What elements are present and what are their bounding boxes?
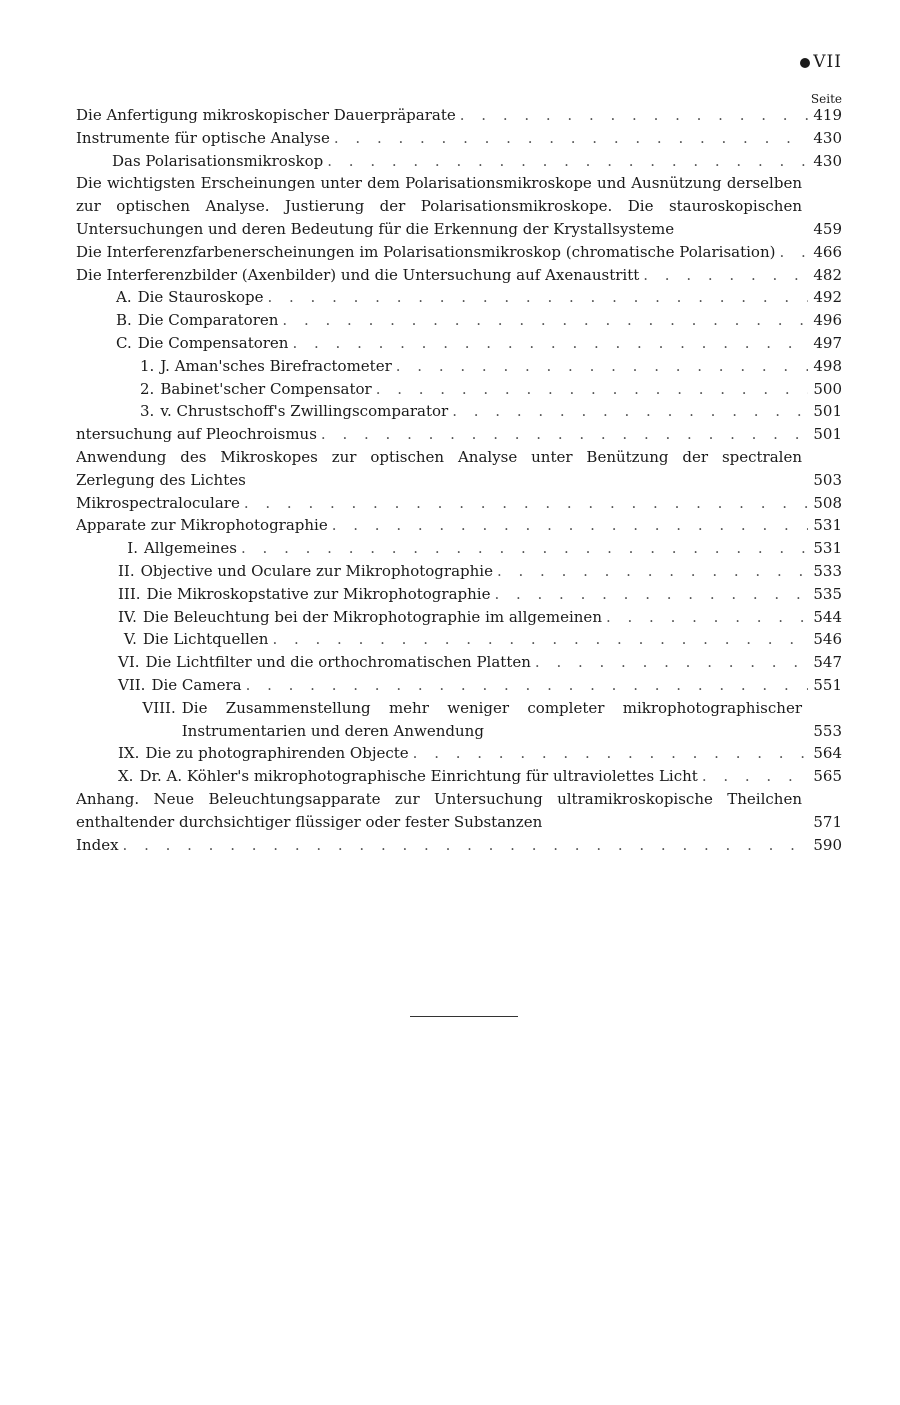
toc-entry-page: 503 [813,470,842,489]
toc-entry-page: 430 [813,151,842,170]
toc-entry [76,765,842,788]
toc-entry-page: 492 [813,288,842,307]
toc-entry [76,286,842,309]
toc-entry-title: Babinet'scher Compensator [160,379,372,398]
dot-leader [282,309,808,332]
dot-leader [494,583,808,606]
toc-entry-number: C. [116,333,132,352]
toc-entry-number: B. [116,311,132,330]
toc-entry [76,492,842,515]
toc-entry-title: Die Lichtfilter und die orthochromatischen Platten [145,653,531,672]
toc-entry-page: 501 [813,425,842,444]
toc-entry-page: 571 [813,812,842,831]
toc-entry [76,241,842,264]
toc-entry-number: I. [127,539,138,558]
toc-entry [76,446,842,492]
toc-entry-number: 3. [140,402,155,421]
toc-entry-page: 565 [813,767,842,786]
dot-leader [272,628,808,651]
horizontal-rule [410,1016,518,1017]
toc-entry-page: 466 [813,242,842,261]
toc-entry-title: Die Mikroskopstative zur Mikrophotographie [146,584,491,603]
toc-entry-title: Anhang. Neue Beleuchtungsapparate zur Untersuchung ultramikroskopische Theilchen enthaltender durchsichtiger flüssiger oder fester Substanzen [76,789,802,831]
toc-entry [76,834,842,857]
toc-entry-number: 2. [140,379,155,398]
toc-entry-title: ntersuchung auf Pleochroismus [76,425,317,444]
dot-leader [244,492,808,515]
toc-entry-number: II. [118,561,135,580]
dot-leader [779,241,808,264]
dot-leader [376,378,808,401]
toc-entry-page: 553 [813,721,842,740]
toc-entry-title: Die Camera [151,675,242,694]
toc-entry-page: 508 [813,493,842,512]
toc-entry-page: 501 [813,402,842,421]
dot-leader [246,674,808,697]
toc-entry-title: Anwendung des Mikroskopes zur optischen Analyse unter Benützung der spectralen Zerlegung des Lichtes [76,447,802,489]
toc-entry [76,514,842,537]
toc-entry-page: 498 [813,356,842,375]
toc-entry-title: Die Comparatoren [137,311,279,330]
toc-entry-page: 497 [813,333,842,352]
dot-leader [452,400,808,423]
toc-entry [76,537,842,560]
toc-entry-number: VII. [118,675,146,694]
page-number [800,52,842,72]
dot-leader [702,765,808,788]
toc-entry-title: Die Lichtquellen [142,630,269,649]
dot-leader [396,355,808,378]
toc-entry [76,150,842,173]
toc-entry [76,127,842,150]
toc-entry-title: Die Compensatoren [137,333,289,352]
toc-entry-number: 1. [140,356,155,375]
toc-entry-title: Die zu photographirenden Objecte [145,744,409,763]
ink-dot [800,58,810,68]
toc-entry-page: 482 [813,265,842,284]
toc-entry-page: 459 [813,219,842,238]
toc-entry-page: 533 [813,561,842,580]
toc-entry [76,104,842,127]
toc-entry-title: Dr. A. Köhler's mikrophotographische Einrichtung für ultraviolettes Licht [139,767,698,786]
page-number-text: VII [813,52,842,72]
toc-entry-number: IV. [118,607,137,626]
toc-entry [76,674,842,697]
toc-entry-page: 531 [813,539,842,558]
toc-entry [76,309,842,332]
toc-entry-number: VIII. [142,698,176,717]
dot-leader [123,834,808,857]
toc-entry [76,332,842,355]
toc-entry-title: Die Anfertigung mikroskopischer Dauerpräparate [76,106,456,124]
toc-entry-page: 535 [813,584,842,603]
toc-entry-title: Die Zusammenstellung mehr weniger completer mikrophotographischer Instrumentarien und deren Anwendung [181,698,802,740]
toc-entry-title: Die Interferenzfarbenerscheinungen im Polarisationsmikroskop (chromatische Polarisation) [76,242,776,261]
toc-entry [76,423,842,446]
toc-entry-title: J. Aman'sches Birefractometer [160,356,392,375]
dot-leader [327,150,808,173]
toc-entry-number: IX. [118,744,140,763]
dot-leader [267,286,808,309]
toc-entry-page: 430 [813,128,842,147]
toc-entry-page: 547 [813,653,842,672]
toc-entry [76,628,842,651]
dot-leader [460,104,808,127]
toc-entry-page: 590 [813,835,842,854]
toc-entry-title: Index [76,835,119,854]
toc-entry-page: 546 [813,630,842,649]
toc-entry-page: 419 [813,106,842,124]
toc-entry [76,400,842,423]
toc-entry-title: Die Beleuchtung bei der Mikrophotographie im allgemeinen [142,607,602,626]
dot-leader [334,127,808,150]
dot-leader [332,514,808,537]
toc-entry [76,355,842,378]
dot-leader [292,332,808,355]
toc-entry-title: Apparate zur Mikrophotographie [76,516,328,535]
toc-entry-page: 531 [813,516,842,535]
toc-entry-title: v. Chrustschoff's Zwillingscomparator [160,402,449,421]
dot-leader [241,537,808,560]
toc-entry-page: 544 [813,607,842,626]
toc-entry-title: Das Polarisationsmikroskop [112,151,324,170]
toc-entry-title: Die Interferenzbilder (Axenbilder) und die Untersuchung auf Axenaustritt [76,265,640,284]
dot-leader [497,560,808,583]
dot-leader [606,606,808,629]
dot-leader [643,264,808,287]
toc-entry-number: VI. [118,653,140,672]
toc-entry [76,583,842,606]
toc-entry [76,378,842,401]
toc-entry [76,264,842,287]
toc-entry [76,788,842,834]
toc-entry [76,172,842,240]
toc-entry-number: X. [118,767,134,786]
toc-entry-page: 564 [813,744,842,763]
toc-entry-title: Die wichtigsten Erscheinungen unter dem Polarisationsmikroskope und Ausnützung derselben zur optischen Analyse. Justierung der Polarisationsmikroskope. Die stauroskopischen Untersuchungen und deren Bedeutung für die Erkennung der Krystallsysteme [76,174,802,238]
toc-entry [76,651,842,674]
toc-entry [76,742,842,765]
toc-entry-title: Allgemeines [143,539,238,558]
toc-entry-page: 496 [813,311,842,330]
toc-entry-number: V. [123,630,137,649]
toc-entry-title: Instrumente für optische Analyse [76,128,330,147]
toc-entry-page: 500 [813,379,842,398]
toc-entry-title: Objective und Oculare zur Mikrophotographie [140,561,493,580]
toc-entry-title: Mikrospectraloculare [76,493,240,512]
toc-entry-title: Die Stauroskope [137,288,264,307]
dot-leader [321,423,808,446]
dot-leader [413,742,808,765]
toc-entry-number: A. [116,288,132,307]
toc-entry [76,606,842,629]
toc-entry-page: 551 [813,675,842,694]
dot-leader [535,651,808,674]
toc-entry [76,697,842,743]
page-column-header: Seite [810,92,842,106]
toc-entry-number: III. [118,584,141,603]
table-of-contents [76,104,842,856]
toc-entry [76,560,842,583]
